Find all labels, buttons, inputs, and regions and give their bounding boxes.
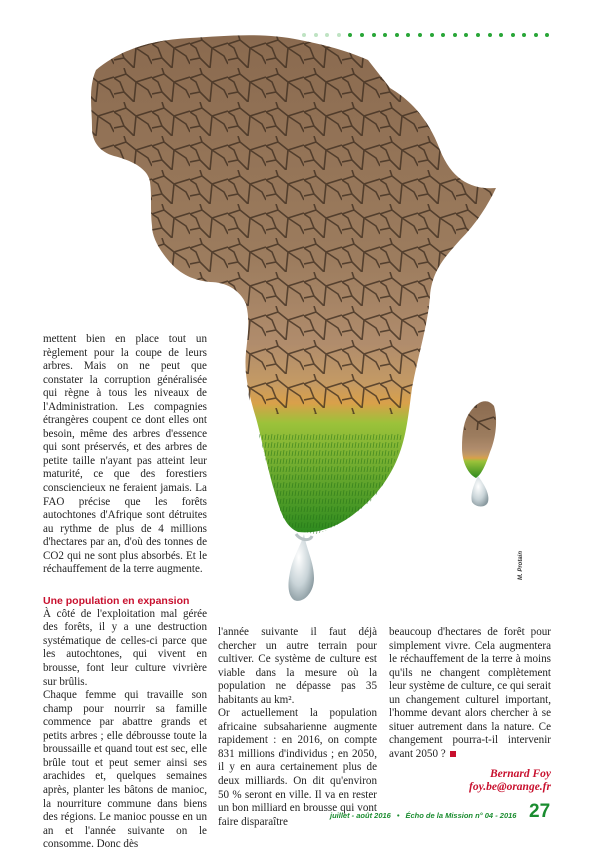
- water-drop-icon: [289, 534, 315, 601]
- end-mark-icon: [450, 751, 456, 757]
- section-subheading: Une population en expansion: [43, 594, 190, 607]
- paragraph: Chaque femme qui travaille son champ pour nourrir sa famille commence par abattre grands et petits arbres ; elle débrousse toute la broussaille et quand tout est sec, elle brûle tout et peut semer ainsi ses arachides et, quelques semaines après, planter les bâtons de manioc, la nourriture commune dans biens des régions. Le manioc pousse en un an et l'année suivante on le consomme. Donc dès: [43, 689, 207, 851]
- page-footer: [330, 811, 516, 820]
- page-number: 27: [529, 801, 551, 822]
- paragraph: l'année suivante il faut déjà chercher un autre terrain pour cultiver. Ce système de culture est viable dans la mesure où la population ne dépasse pas 35 habitants au km².: [218, 626, 377, 706]
- author-signature: [469, 768, 551, 794]
- paragraph: mettent bien en place tout un règlement pour la coupe de leurs arbres. Mais on ne peut que constater la corruption généralisée qui règne à tous les niveaux de l'Administration. Les compagnies étrangères coupent ce dont elles ont besoin, même des arbres d'essence qui sont préservés, et des arbres de petite taille n'ayant pas atteint leur maturité, ce que des forestiers consciencieux ne feraient jamais. La FAO précise que les forêts autochtones d'Afrique sont détruites au rythme de plus de 4 millions d'hectares par an, d'où des tonnes de CO2 qui ne sont plus absorbés. Et le réchauffement de la terre augmente.: [43, 333, 207, 576]
- article-column-3: [389, 626, 551, 761]
- paragraph-text: beaucoup d'hectares de forêt pour simplement vivre. Cela augmentera le réchauffement de la terre à moins qu'ils ne changent complètement leur système de culture, ce qui serait un changement culturel important, l'homme devant alors chercher à se situer autrement dans la nature. Ce changement pourra-t-il intervenir avant 2050 ?: [389, 626, 551, 760]
- paragraph: À côté de l'exploitation mal gérée des forêts, il y a une destruction systématique de celles-ci parce que les autochtones, qui vivent en brousse, font leur culture vivrière sur brûlis.: [43, 607, 207, 688]
- footer-date: juillet - août 2016: [330, 811, 391, 820]
- article-column-1: [43, 333, 207, 852]
- footer-magazine: Écho de la Mission n° 04 - 2016: [405, 811, 517, 820]
- paragraph: [389, 626, 551, 761]
- author-email[interactable]: foy.be@orange.fr: [469, 781, 551, 793]
- paragraph: Or actuellement la population africaine subsaharienne augmente rapidement : en 2016, on compte 831 millions d'individus ; en 2050, il y en aura certainement plus de deux milliards. On dit qu'environ 50 % seront en ville. Il va en rester un bon milliard en brousse qui vont faire disparaître: [218, 707, 377, 828]
- photo-credit: M. Protain: [518, 550, 524, 580]
- water-drop-icon: [471, 476, 488, 507]
- footer-separator: •: [396, 811, 400, 820]
- author-name: Bernard Foy: [489, 768, 551, 780]
- article-column-2: [218, 626, 377, 829]
